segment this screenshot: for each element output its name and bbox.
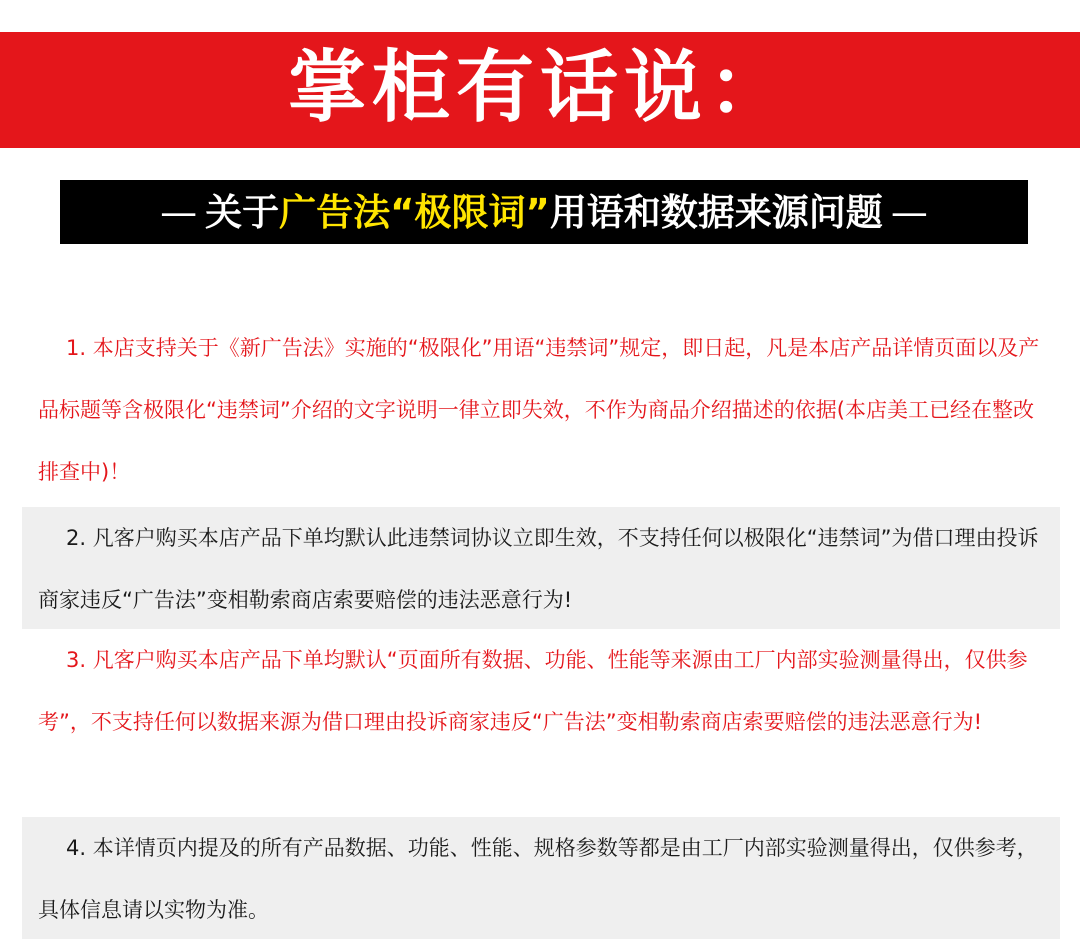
subtitle-suffix: 用语和数据来源问题 [549, 190, 883, 234]
subtitle-dash-left: — [160, 190, 198, 234]
notice-4: 4. 本详情页内提及的所有产品数据、功能、性能、规格参数等都是由工厂内部实验测量得出，仅供参考，具体信息请以实物为准。 [22, 817, 1060, 939]
header-banner [0, 32, 1080, 148]
notice-1: 1. 本店支持关于《新广告法》实施的“极限化”用语“违禁词”规定，即日起，凡是本店产品详情页面以及产品标题等含极限化“违禁词”介绍的文字说明一律立即失效，不作为商品介绍描述的依据(本店美工已经在整改排查中)！ [38, 336, 1040, 484]
subtitle-prefix: 关于 [205, 190, 280, 234]
notice-3: 3. 凡客户购买本店产品下单均默认“页面所有数据、功能、性能等来源由工厂内部实验测量得出，仅供参考”，不支持任何以数据来源为借口理由投诉商家违反“广告法”变相勒索商店索要赔偿的违法恶意行为! [38, 648, 1028, 734]
subtitle-dash-right: — [890, 190, 928, 234]
subtitle-bar [60, 180, 1028, 244]
page-title: 掌柜有话说： [287, 43, 792, 133]
notice-2: 2. 凡客户购买本店产品下单均默认此违禁词协议立即生效，不支持任何以极限化“违禁词”为借口理由投诉商家违反“广告法”变相勒索商店索要赔偿的违法恶意行为! [22, 507, 1060, 629]
subtitle-highlight: 广告法“极限词” [279, 190, 550, 234]
